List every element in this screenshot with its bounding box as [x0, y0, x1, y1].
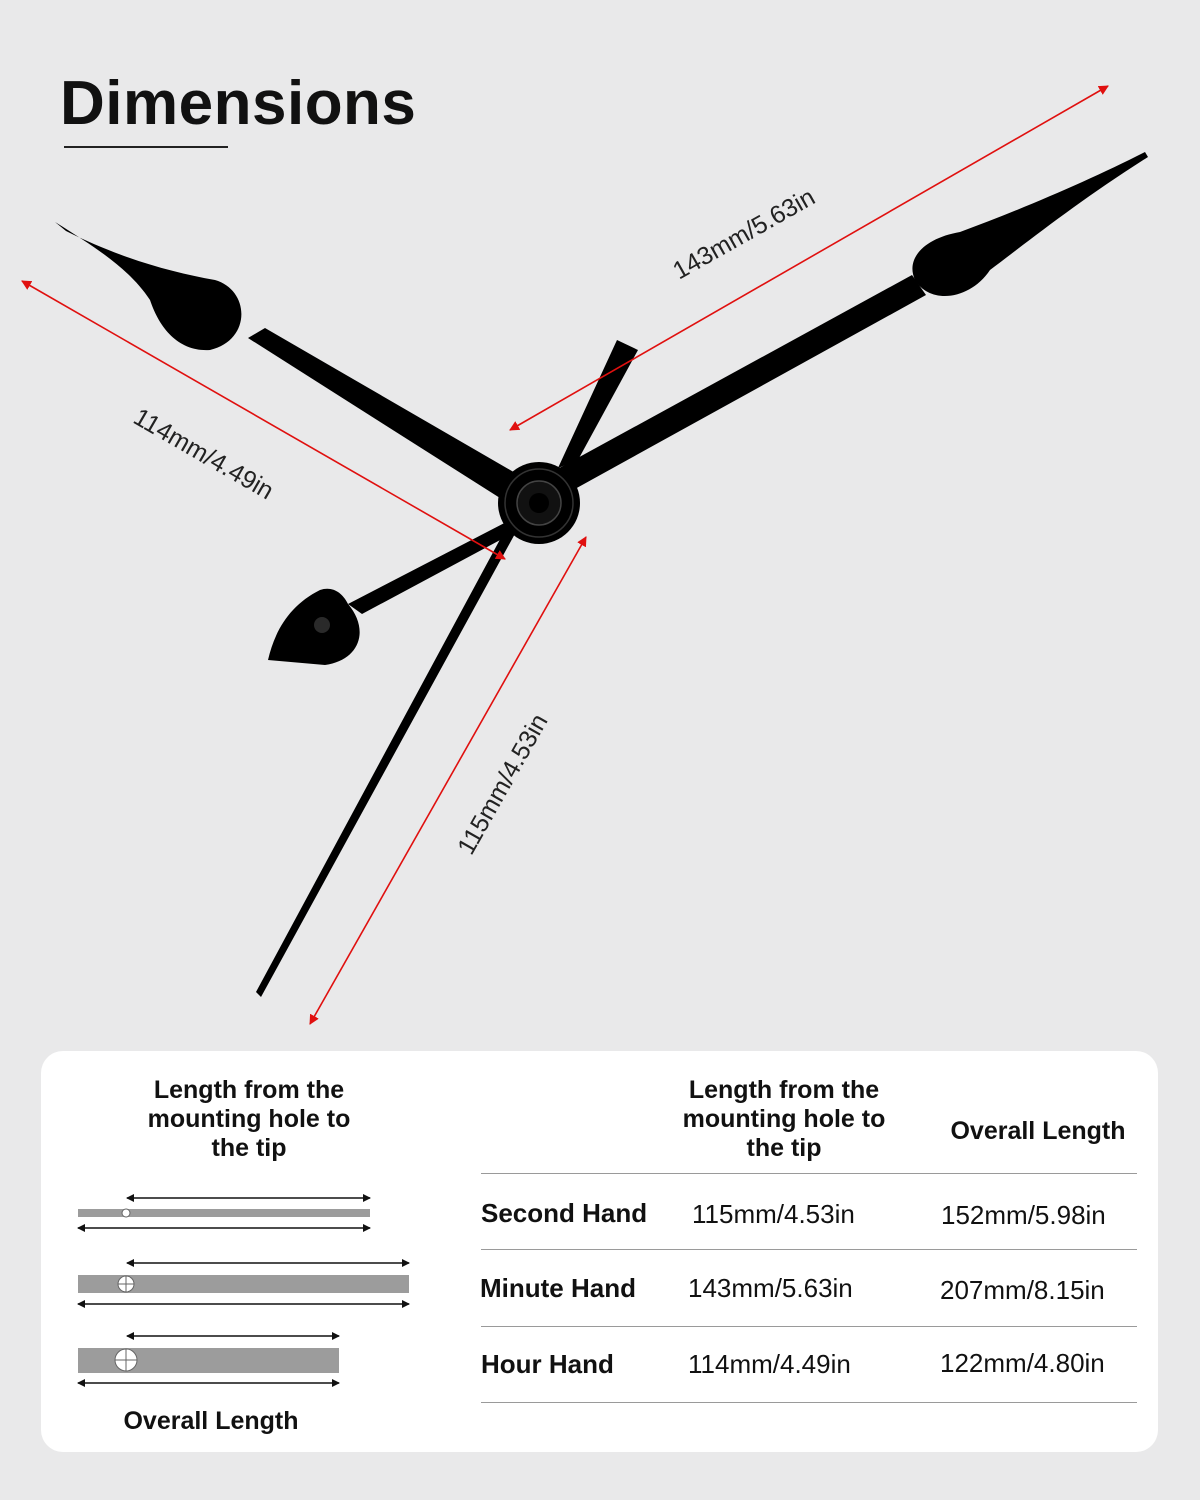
table-header-tip-length: Length from the mounting hole to the tip	[682, 1076, 886, 1162]
page-title: Dimensions	[60, 69, 417, 138]
dimensions-card	[41, 1051, 1158, 1452]
table-divider	[481, 1249, 1137, 1250]
row-tip-length: 115mm/4.53in	[692, 1199, 855, 1229]
row-name: Second Hand	[481, 1198, 648, 1228]
row-overall-length: 152mm/5.98in	[941, 1200, 1106, 1230]
legend-hour-bar	[78, 1336, 339, 1383]
row-name: Hour Hand	[481, 1349, 614, 1379]
table-divider	[481, 1402, 1137, 1403]
length-legend	[41, 1051, 461, 1411]
hour-hand	[55, 222, 517, 498]
hour-hand-length-label: 114mm/4.49in	[128, 402, 279, 506]
legend-header: Length from the mounting hole to the tip	[147, 1076, 351, 1162]
row-overall-length: 207mm/8.15in	[940, 1275, 1105, 1305]
minute-hand-length-label: 143mm/5.63in	[668, 182, 820, 286]
hour-dimension-arrow	[22, 281, 505, 559]
second-hand-length-label: 115mm/4.53in	[452, 709, 554, 860]
row-name: Minute Hand	[480, 1273, 636, 1303]
center-hub	[498, 462, 580, 544]
row-overall-length: 122mm/4.80in	[940, 1348, 1105, 1378]
minute-hand	[541, 152, 1148, 500]
row-tip-length: 114mm/4.49in	[688, 1349, 851, 1379]
table-divider	[481, 1173, 1137, 1174]
row-tip-length: 143mm/5.63in	[688, 1273, 853, 1303]
minute-dimension-arrow	[510, 86, 1108, 430]
table-header-overall-length: Overall Length	[950, 1117, 1126, 1145]
legend-footer: Overall Length	[123, 1407, 299, 1435]
legend-minute-bar	[78, 1263, 409, 1304]
legend-second-bar	[78, 1198, 370, 1228]
table-divider	[481, 1326, 1137, 1327]
